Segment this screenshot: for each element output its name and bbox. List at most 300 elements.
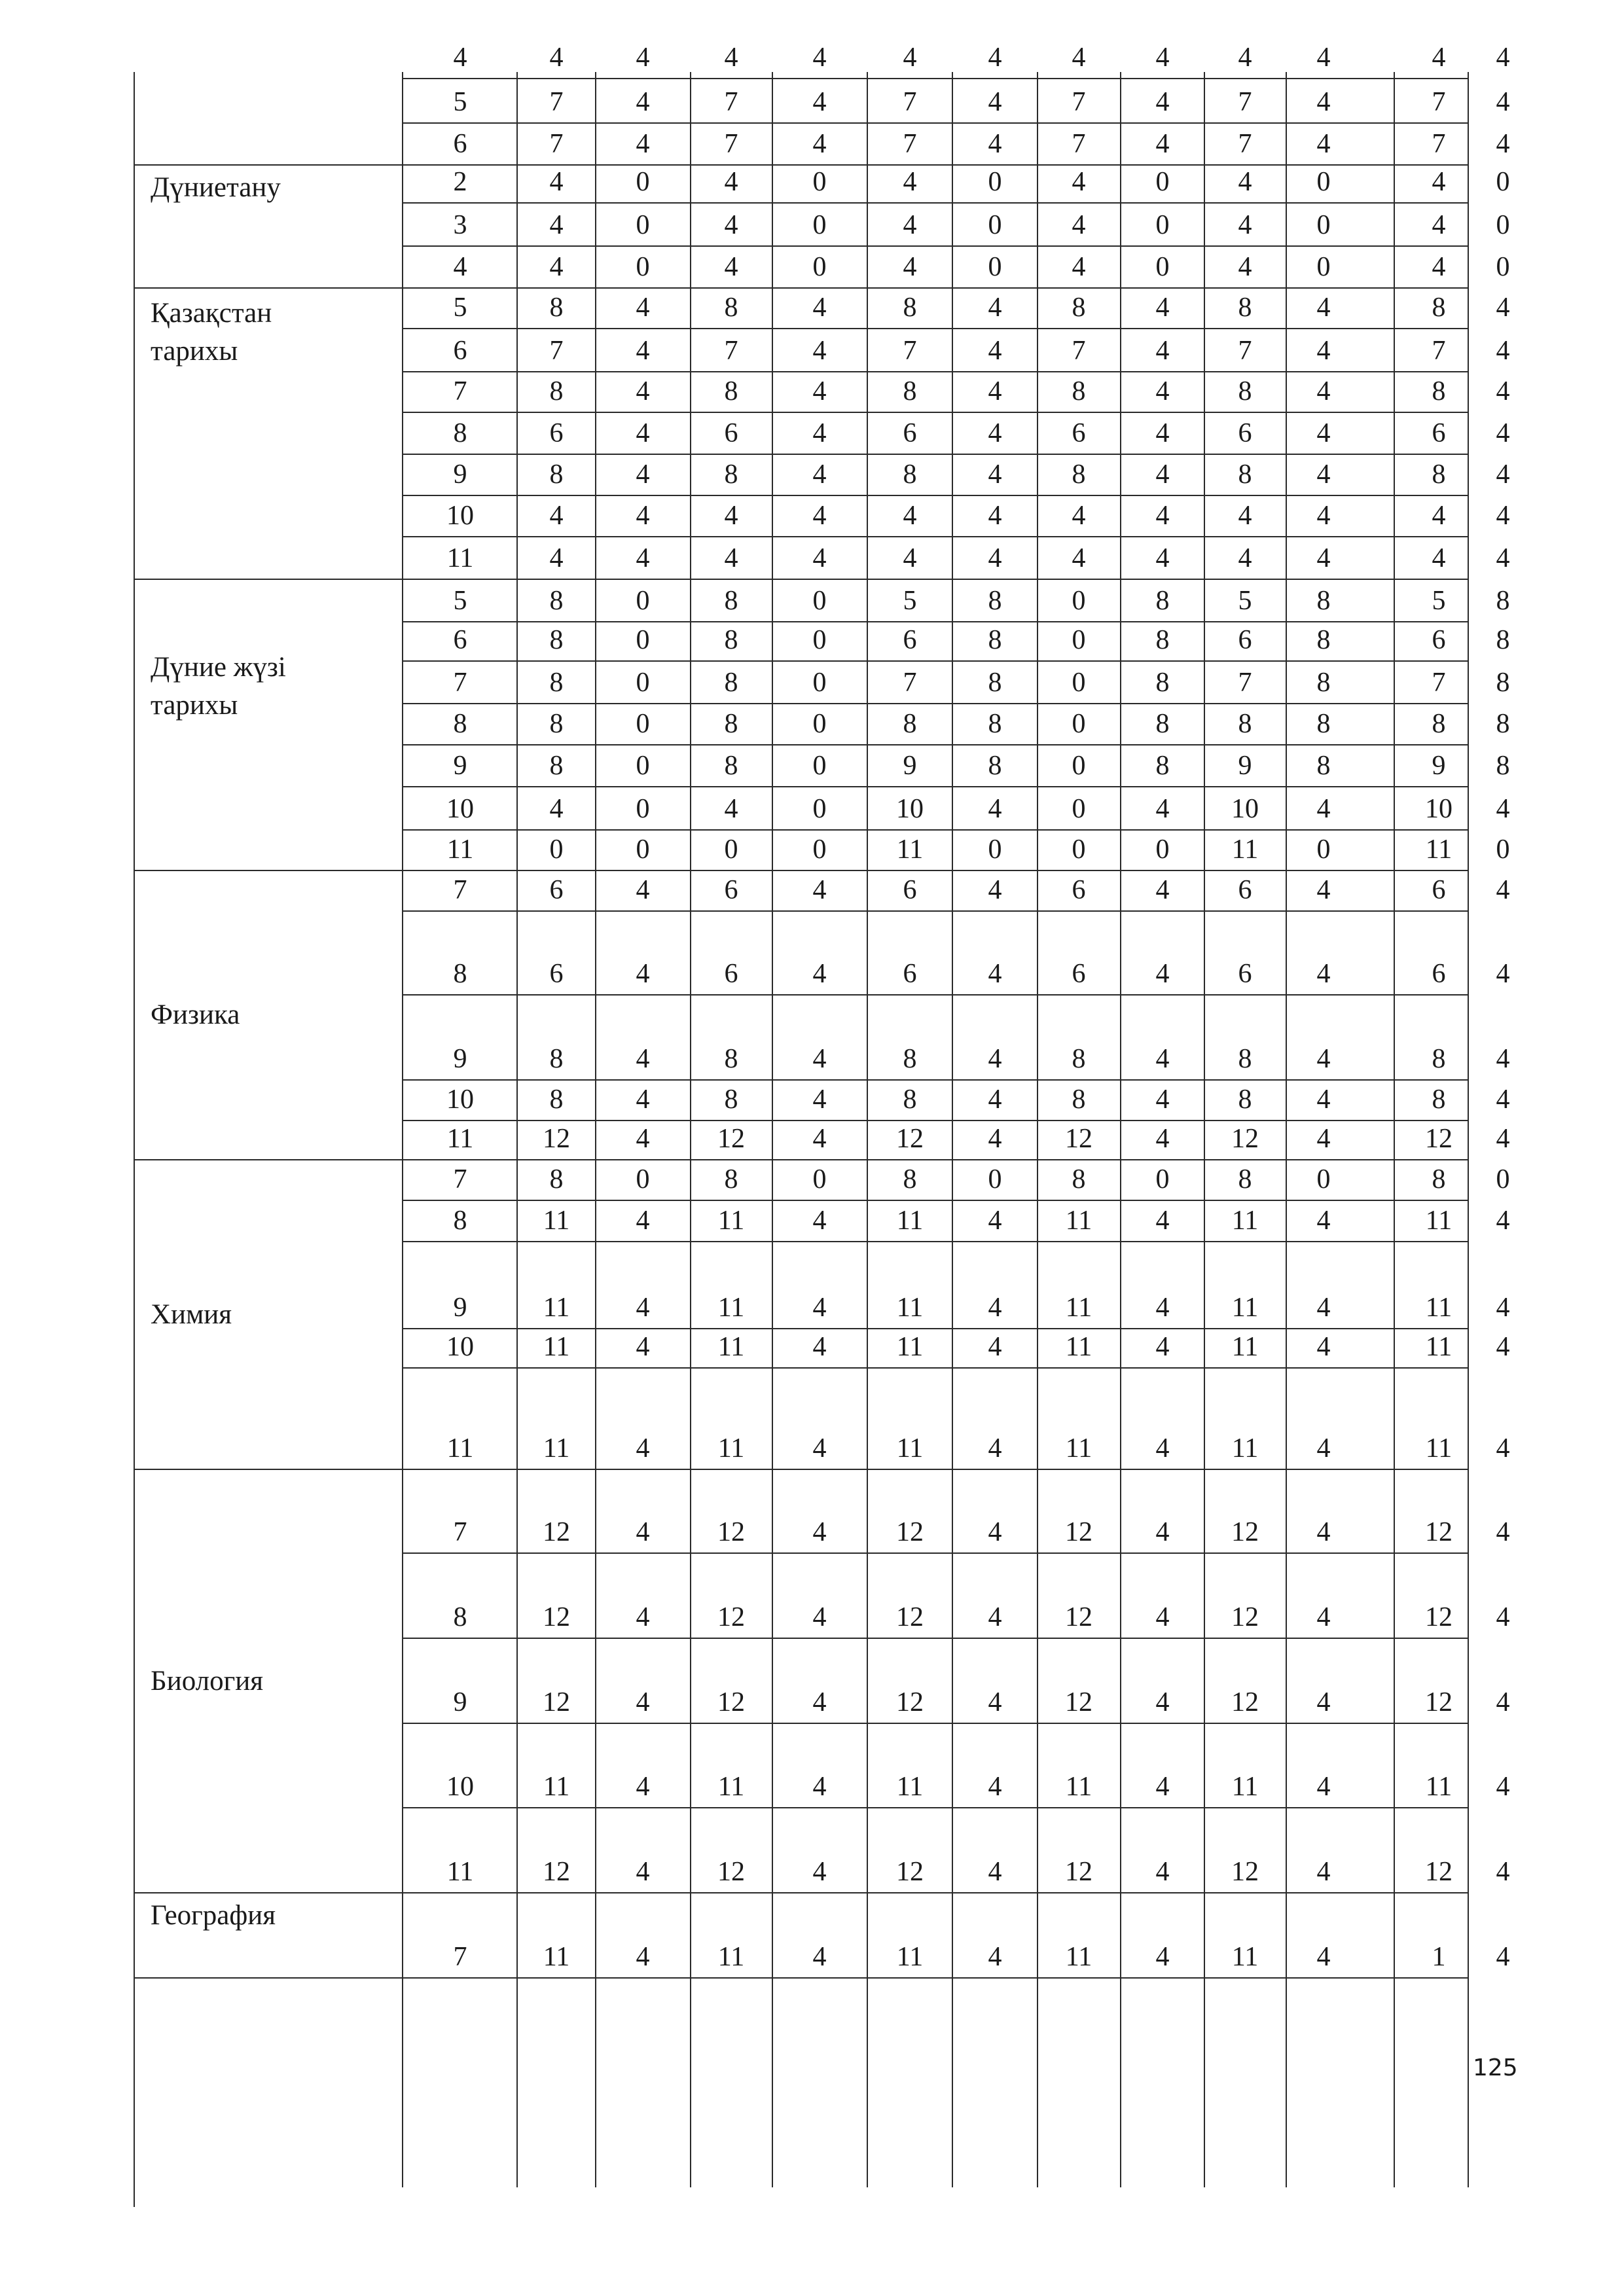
subject-label: Биология	[151, 1665, 264, 1696]
hours-cell: 4	[1155, 43, 1170, 73]
hours-cell: 4	[636, 1124, 650, 1154]
hours-cell: 4	[1072, 43, 1086, 73]
hours-cell: 4	[724, 501, 738, 531]
hours-cell: 4	[636, 376, 650, 406]
hours-cell: 0	[636, 751, 650, 781]
hours-cell: 4	[1316, 1206, 1331, 1236]
hours-cell: 4	[1316, 87, 1331, 117]
hours-cell: 7	[1432, 129, 1446, 159]
row-divider	[403, 1079, 1468, 1081]
hours-cell: 12	[717, 1857, 745, 1887]
hours-cell: 8	[1432, 1164, 1446, 1194]
hours-cell: 0	[1316, 210, 1331, 240]
hours-cell: 0	[1072, 586, 1086, 616]
hours-cell: 12	[1065, 1602, 1092, 1632]
hours-cell: 4	[988, 1206, 1002, 1236]
hours-cell: 11	[1065, 1772, 1092, 1802]
hours-cell: 4	[988, 1857, 1002, 1887]
grade-cell: 11	[446, 834, 474, 865]
hours-cell: 9	[1238, 751, 1252, 781]
hours-cell: 4	[1496, 1772, 1510, 1802]
hours-cell: 4	[636, 459, 650, 490]
hours-cell: 8	[1316, 625, 1331, 655]
hours-cell: 11	[896, 1332, 924, 1362]
hours-cell: 8	[724, 1085, 738, 1115]
hours-cell: 4	[1316, 376, 1331, 406]
hours-cell: 4	[1432, 43, 1446, 73]
hours-cell: 8	[724, 376, 738, 406]
hours-cell: 4	[549, 43, 564, 73]
hours-cell: 11	[1231, 1293, 1259, 1323]
hours-cell: 0	[1496, 167, 1510, 197]
hours-cell: 8	[724, 293, 738, 323]
hours-cell: 4	[1155, 1857, 1170, 1887]
hours-cell: 11	[896, 1293, 924, 1323]
hours-cell: 0	[1316, 167, 1331, 197]
hours-cell: 0	[988, 1164, 1002, 1194]
hours-cell: 6	[903, 959, 917, 989]
hours-cell: 11	[896, 1206, 924, 1236]
hours-cell: 4	[724, 252, 738, 282]
hours-cell: 4	[1432, 210, 1446, 240]
hours-cell: 0	[636, 834, 650, 865]
hours-cell: 10	[1231, 794, 1259, 824]
hours-cell: 4	[636, 875, 650, 905]
hours-cell: 8	[724, 625, 738, 655]
hours-cell: 12	[717, 1124, 745, 1154]
hours-cell: 10	[896, 794, 924, 824]
hours-cell: 6	[1072, 875, 1086, 905]
hours-cell: 4	[1496, 1942, 1510, 1972]
hours-cell: 4	[812, 1293, 827, 1323]
hours-cell: 4	[812, 543, 827, 573]
hours-cell: 11	[1425, 834, 1453, 865]
hours-cell: 8	[1155, 668, 1170, 698]
hours-cell: 6	[1238, 625, 1252, 655]
hours-cell: 0	[1155, 834, 1170, 865]
hours-cell: 12	[896, 1602, 924, 1632]
hours-cell: 8	[903, 709, 917, 739]
hours-cell: 4	[1155, 1687, 1170, 1717]
hours-cell: 8	[903, 459, 917, 490]
hours-cell: 4	[1155, 875, 1170, 905]
hours-cell: 8	[1316, 586, 1331, 616]
hours-cell: 8	[549, 1085, 564, 1115]
hours-cell: 4	[988, 1602, 1002, 1632]
table-left-border	[134, 72, 135, 2207]
hours-cell: 4	[1496, 1857, 1510, 1887]
hours-cell: 4	[988, 336, 1002, 366]
hours-cell: 0	[636, 794, 650, 824]
hours-cell: 7	[903, 129, 917, 159]
hours-cell: 7	[903, 87, 917, 117]
hours-cell: 4	[549, 210, 564, 240]
hours-cell: 12	[1231, 1124, 1259, 1154]
hours-cell: 12	[896, 1687, 924, 1717]
hours-cell: 4	[1496, 1293, 1510, 1323]
hours-cell: 4	[988, 43, 1002, 73]
hours-cell: 8	[549, 459, 564, 490]
hours-cell: 8	[1496, 625, 1510, 655]
hours-cell: 4	[1238, 210, 1252, 240]
hours-cell: 0	[1496, 210, 1510, 240]
grade-cell: 10	[446, 1085, 474, 1115]
row-divider	[403, 1120, 1468, 1121]
hours-cell: 11	[717, 1206, 745, 1236]
hours-cell: 4	[988, 1293, 1002, 1323]
hours-cell: 12	[1425, 1857, 1453, 1887]
hours-cell: 4	[549, 501, 564, 531]
grade-cell: 7	[453, 1164, 467, 1194]
group-divider	[134, 1159, 1468, 1160]
hours-cell: 8	[1496, 668, 1510, 698]
hours-cell: 4	[812, 501, 827, 531]
group-divider	[134, 1977, 1468, 1979]
grade-cell: 7	[453, 1942, 467, 1972]
row-divider	[403, 78, 1468, 79]
hours-cell: 4	[1496, 1433, 1510, 1463]
hours-cell: 4	[1155, 501, 1170, 531]
hours-cell: 4	[1155, 543, 1170, 573]
hours-cell: 4	[988, 1044, 1002, 1074]
hours-cell: 4	[812, 459, 827, 490]
hours-cell: 12	[543, 1124, 570, 1154]
row-divider	[403, 1241, 1468, 1242]
hours-cell: 0	[1072, 709, 1086, 739]
hours-cell: 0	[1496, 1164, 1510, 1194]
hours-cell: 4	[724, 167, 738, 197]
hours-cell: 11	[1425, 1433, 1453, 1463]
row-divider	[403, 1638, 1468, 1639]
hours-cell: 8	[903, 1164, 917, 1194]
hours-cell: 8	[903, 1085, 917, 1115]
hours-cell: 4	[636, 1044, 650, 1074]
hours-cell: 11	[543, 1942, 570, 1972]
hours-cell: 12	[543, 1602, 570, 1632]
hours-cell: 4	[1496, 1124, 1510, 1154]
hours-cell: 12	[1065, 1687, 1092, 1717]
grade-cell: 9	[453, 1044, 467, 1074]
hours-cell: 12	[543, 1687, 570, 1717]
hours-cell: 4	[636, 1293, 650, 1323]
hours-cell: 4	[636, 959, 650, 989]
hours-cell: 4	[812, 336, 827, 366]
column-divider	[402, 72, 403, 2187]
hours-cell: 9	[1432, 751, 1446, 781]
hours-cell: 0	[988, 210, 1002, 240]
hours-cell: 4	[1496, 1332, 1510, 1362]
hours-cell: 4	[1155, 1517, 1170, 1547]
hours-cell: 4	[1496, 43, 1510, 73]
hours-cell: 4	[1316, 959, 1331, 989]
hours-cell: 0	[636, 167, 650, 197]
hours-cell: 4	[1155, 459, 1170, 490]
hours-cell: 4	[988, 1517, 1002, 1547]
hours-cell: 0	[636, 252, 650, 282]
hours-cell: 6	[549, 875, 564, 905]
hours-cell: 8	[724, 709, 738, 739]
hours-cell: 7	[1238, 129, 1252, 159]
hours-cell: 4	[1496, 501, 1510, 531]
hours-cell: 4	[1155, 376, 1170, 406]
column-divider	[1120, 72, 1121, 2187]
hours-cell: 7	[1238, 668, 1252, 698]
hours-cell: 4	[1316, 501, 1331, 531]
hours-cell: 6	[903, 418, 917, 448]
hours-cell: 0	[1072, 751, 1086, 781]
hours-cell: 0	[812, 751, 827, 781]
subject-label: География	[151, 1900, 276, 1931]
hours-cell: 4	[1316, 1085, 1331, 1115]
hours-cell: 8	[1072, 459, 1086, 490]
grade-cell: 8	[453, 709, 467, 739]
hours-cell: 11	[543, 1293, 570, 1323]
hours-cell: 4	[724, 543, 738, 573]
hours-cell: 8	[549, 625, 564, 655]
row-divider	[403, 122, 1468, 124]
hours-cell: 11	[1425, 1206, 1453, 1236]
hours-cell: 4	[988, 875, 1002, 905]
hours-cell: 0	[988, 167, 1002, 197]
hours-cell: 4	[549, 167, 564, 197]
hours-cell: 4	[636, 1687, 650, 1717]
hours-cell: 4	[1316, 1044, 1331, 1074]
hours-cell: 8	[988, 625, 1002, 655]
column-divider	[772, 72, 773, 2187]
hours-cell: 4	[1496, 459, 1510, 490]
hours-cell: 4	[1316, 1517, 1331, 1547]
hours-cell: 6	[1238, 959, 1252, 989]
hours-cell: 7	[1238, 336, 1252, 366]
hours-cell: 11	[1065, 1206, 1092, 1236]
hours-cell: 6	[549, 418, 564, 448]
hours-cell: 4	[903, 543, 917, 573]
hours-cell: 8	[1072, 293, 1086, 323]
hours-cell: 4	[812, 129, 827, 159]
grade-cell: 11	[446, 1124, 474, 1154]
subject-label: Дүниетану	[151, 172, 281, 203]
hours-cell: 4	[903, 43, 917, 73]
hours-cell: 4	[1316, 1602, 1331, 1632]
hours-cell: 12	[1425, 1517, 1453, 1547]
hours-cell: 4	[1155, 1206, 1170, 1236]
hours-cell: 4	[903, 501, 917, 531]
row-divider	[403, 328, 1468, 329]
hours-cell: 11	[717, 1293, 745, 1323]
hours-cell: 12	[896, 1517, 924, 1547]
hours-cell: 8	[724, 1164, 738, 1194]
hours-cell: 4	[988, 1772, 1002, 1802]
hours-cell: 0	[812, 252, 827, 282]
hours-cell: 4	[1155, 1433, 1170, 1463]
hours-cell: 8	[1496, 586, 1510, 616]
hours-cell: 8	[1432, 376, 1446, 406]
hours-cell: 8	[1238, 709, 1252, 739]
hours-cell: 4	[988, 418, 1002, 448]
hours-cell: 4	[812, 1044, 827, 1074]
hours-cell: 12	[896, 1857, 924, 1887]
hours-cell: 4	[812, 875, 827, 905]
hours-cell: 8	[1238, 376, 1252, 406]
row-divider	[403, 454, 1468, 455]
hours-cell: 7	[549, 87, 564, 117]
hours-cell: 4	[636, 43, 650, 73]
hours-cell: 8	[988, 668, 1002, 698]
group-divider	[134, 1469, 1468, 1470]
hours-cell: 4	[1155, 336, 1170, 366]
hours-cell: 0	[1155, 252, 1170, 282]
hours-cell: 12	[1425, 1124, 1453, 1154]
hours-cell: 4	[1496, 1044, 1510, 1074]
row-divider	[403, 245, 1468, 247]
grade-cell: 6	[453, 625, 467, 655]
hours-cell: 4	[724, 794, 738, 824]
hours-cell: 8	[1155, 586, 1170, 616]
row-divider	[403, 1552, 1468, 1554]
hours-cell: 4	[1316, 875, 1331, 905]
hours-cell: 6	[1432, 875, 1446, 905]
hours-cell: 4	[988, 376, 1002, 406]
hours-cell: 8	[549, 751, 564, 781]
hours-cell: 4	[1072, 501, 1086, 531]
hours-cell: 7	[1072, 87, 1086, 117]
hours-cell: 4	[636, 418, 650, 448]
hours-cell: 4	[1238, 252, 1252, 282]
grade-cell: 9	[453, 751, 467, 781]
row-divider	[403, 202, 1468, 204]
hours-cell: 0	[1316, 252, 1331, 282]
row-divider	[403, 412, 1468, 413]
hours-cell: 4	[1316, 43, 1331, 73]
hours-cell: 4	[1155, 418, 1170, 448]
hours-cell: 8	[1155, 709, 1170, 739]
hours-cell: 4	[1155, 1942, 1170, 1972]
hours-cell: 11	[1231, 1772, 1259, 1802]
hours-cell: 4	[1316, 1433, 1331, 1463]
hours-cell: 0	[724, 834, 738, 865]
hours-cell: 4	[988, 794, 1002, 824]
hours-cell: 4	[1316, 1942, 1331, 1972]
row-divider	[403, 1723, 1468, 1724]
row-divider	[403, 495, 1468, 496]
hours-cell: 4	[988, 501, 1002, 531]
hours-cell: 8	[1432, 459, 1446, 490]
hours-cell: 6	[1432, 959, 1446, 989]
hours-cell: 5	[1238, 586, 1252, 616]
hours-cell: 8	[1155, 625, 1170, 655]
hours-cell: 7	[1072, 129, 1086, 159]
grade-cell: 2	[453, 167, 467, 197]
grade-cell: 9	[453, 1687, 467, 1717]
grade-cell: 7	[453, 875, 467, 905]
hours-cell: 8	[549, 586, 564, 616]
hours-cell: 4	[636, 501, 650, 531]
hours-cell: 6	[724, 418, 738, 448]
hours-cell: 4	[1496, 543, 1510, 573]
hours-cell: 8	[903, 1044, 917, 1074]
hours-cell: 7	[1238, 87, 1252, 117]
hours-cell: 0	[812, 625, 827, 655]
hours-cell: 4	[1316, 1332, 1331, 1362]
hours-cell: 4	[812, 1206, 827, 1236]
hours-cell: 4	[1155, 1332, 1170, 1362]
grade-cell: 5	[453, 586, 467, 616]
hours-cell: 4	[1238, 43, 1252, 73]
hours-cell: 4	[903, 167, 917, 197]
grade-cell: 6	[453, 336, 467, 366]
row-divider	[403, 621, 1468, 622]
hours-cell: 4	[812, 1772, 827, 1802]
grade-cell: 5	[453, 87, 467, 117]
hours-cell: 6	[1432, 418, 1446, 448]
hours-cell: 4	[1316, 1687, 1331, 1717]
hours-cell: 4	[988, 1124, 1002, 1154]
hours-cell: 0	[812, 834, 827, 865]
hours-cell: 4	[1072, 543, 1086, 573]
hours-cell: 11	[1065, 1433, 1092, 1463]
row-divider	[403, 744, 1468, 745]
hours-cell: 4	[1155, 959, 1170, 989]
grade-cell: 10	[446, 501, 474, 531]
column-divider	[1394, 72, 1395, 2187]
hours-cell: 4	[1072, 167, 1086, 197]
hours-cell: 11	[543, 1332, 570, 1362]
hours-cell: 6	[1072, 959, 1086, 989]
hours-cell: 11	[1231, 1206, 1259, 1236]
hours-cell: 4	[812, 1124, 827, 1154]
hours-cell: 4	[636, 293, 650, 323]
hours-cell: 4	[903, 252, 917, 282]
hours-cell: 4	[1238, 167, 1252, 197]
hours-cell: 8	[724, 586, 738, 616]
subject-label: Физика	[151, 999, 240, 1030]
hours-cell: 8	[903, 376, 917, 406]
hours-cell: 11	[543, 1433, 570, 1463]
hours-cell: 4	[1496, 875, 1510, 905]
hours-cell: 4	[1155, 1124, 1170, 1154]
hours-cell: 8	[1316, 751, 1331, 781]
hours-cell: 4	[812, 1942, 827, 1972]
hours-cell: 4	[812, 1332, 827, 1362]
hours-cell: 7	[724, 336, 738, 366]
row-divider	[403, 1367, 1468, 1369]
grade-cell: 8	[453, 1206, 467, 1236]
hours-cell: 8	[549, 668, 564, 698]
hours-cell: 12	[1425, 1687, 1453, 1717]
hours-cell: 7	[1072, 336, 1086, 366]
hours-cell: 8	[1432, 1085, 1446, 1115]
hours-cell: 8	[1072, 376, 1086, 406]
column-divider	[690, 72, 691, 2187]
hours-cell: 4	[812, 1085, 827, 1115]
hours-cell: 8	[549, 1164, 564, 1194]
hours-cell: 5	[1432, 586, 1446, 616]
hours-cell: 0	[1316, 834, 1331, 865]
hours-cell: 8	[1496, 709, 1510, 739]
hours-cell: 0	[1316, 1164, 1331, 1194]
hours-cell: 4	[1155, 129, 1170, 159]
hours-cell: 8	[549, 709, 564, 739]
hours-cell: 8	[1432, 709, 1446, 739]
hours-cell: 8	[1072, 1044, 1086, 1074]
grade-cell: 10	[446, 1772, 474, 1802]
hours-cell: 4	[636, 1602, 650, 1632]
hours-cell: 4	[1432, 543, 1446, 573]
hours-cell: 4	[1496, 1206, 1510, 1236]
hours-cell: 4	[988, 1332, 1002, 1362]
hours-cell: 4	[549, 543, 564, 573]
hours-cell: 12	[543, 1517, 570, 1547]
